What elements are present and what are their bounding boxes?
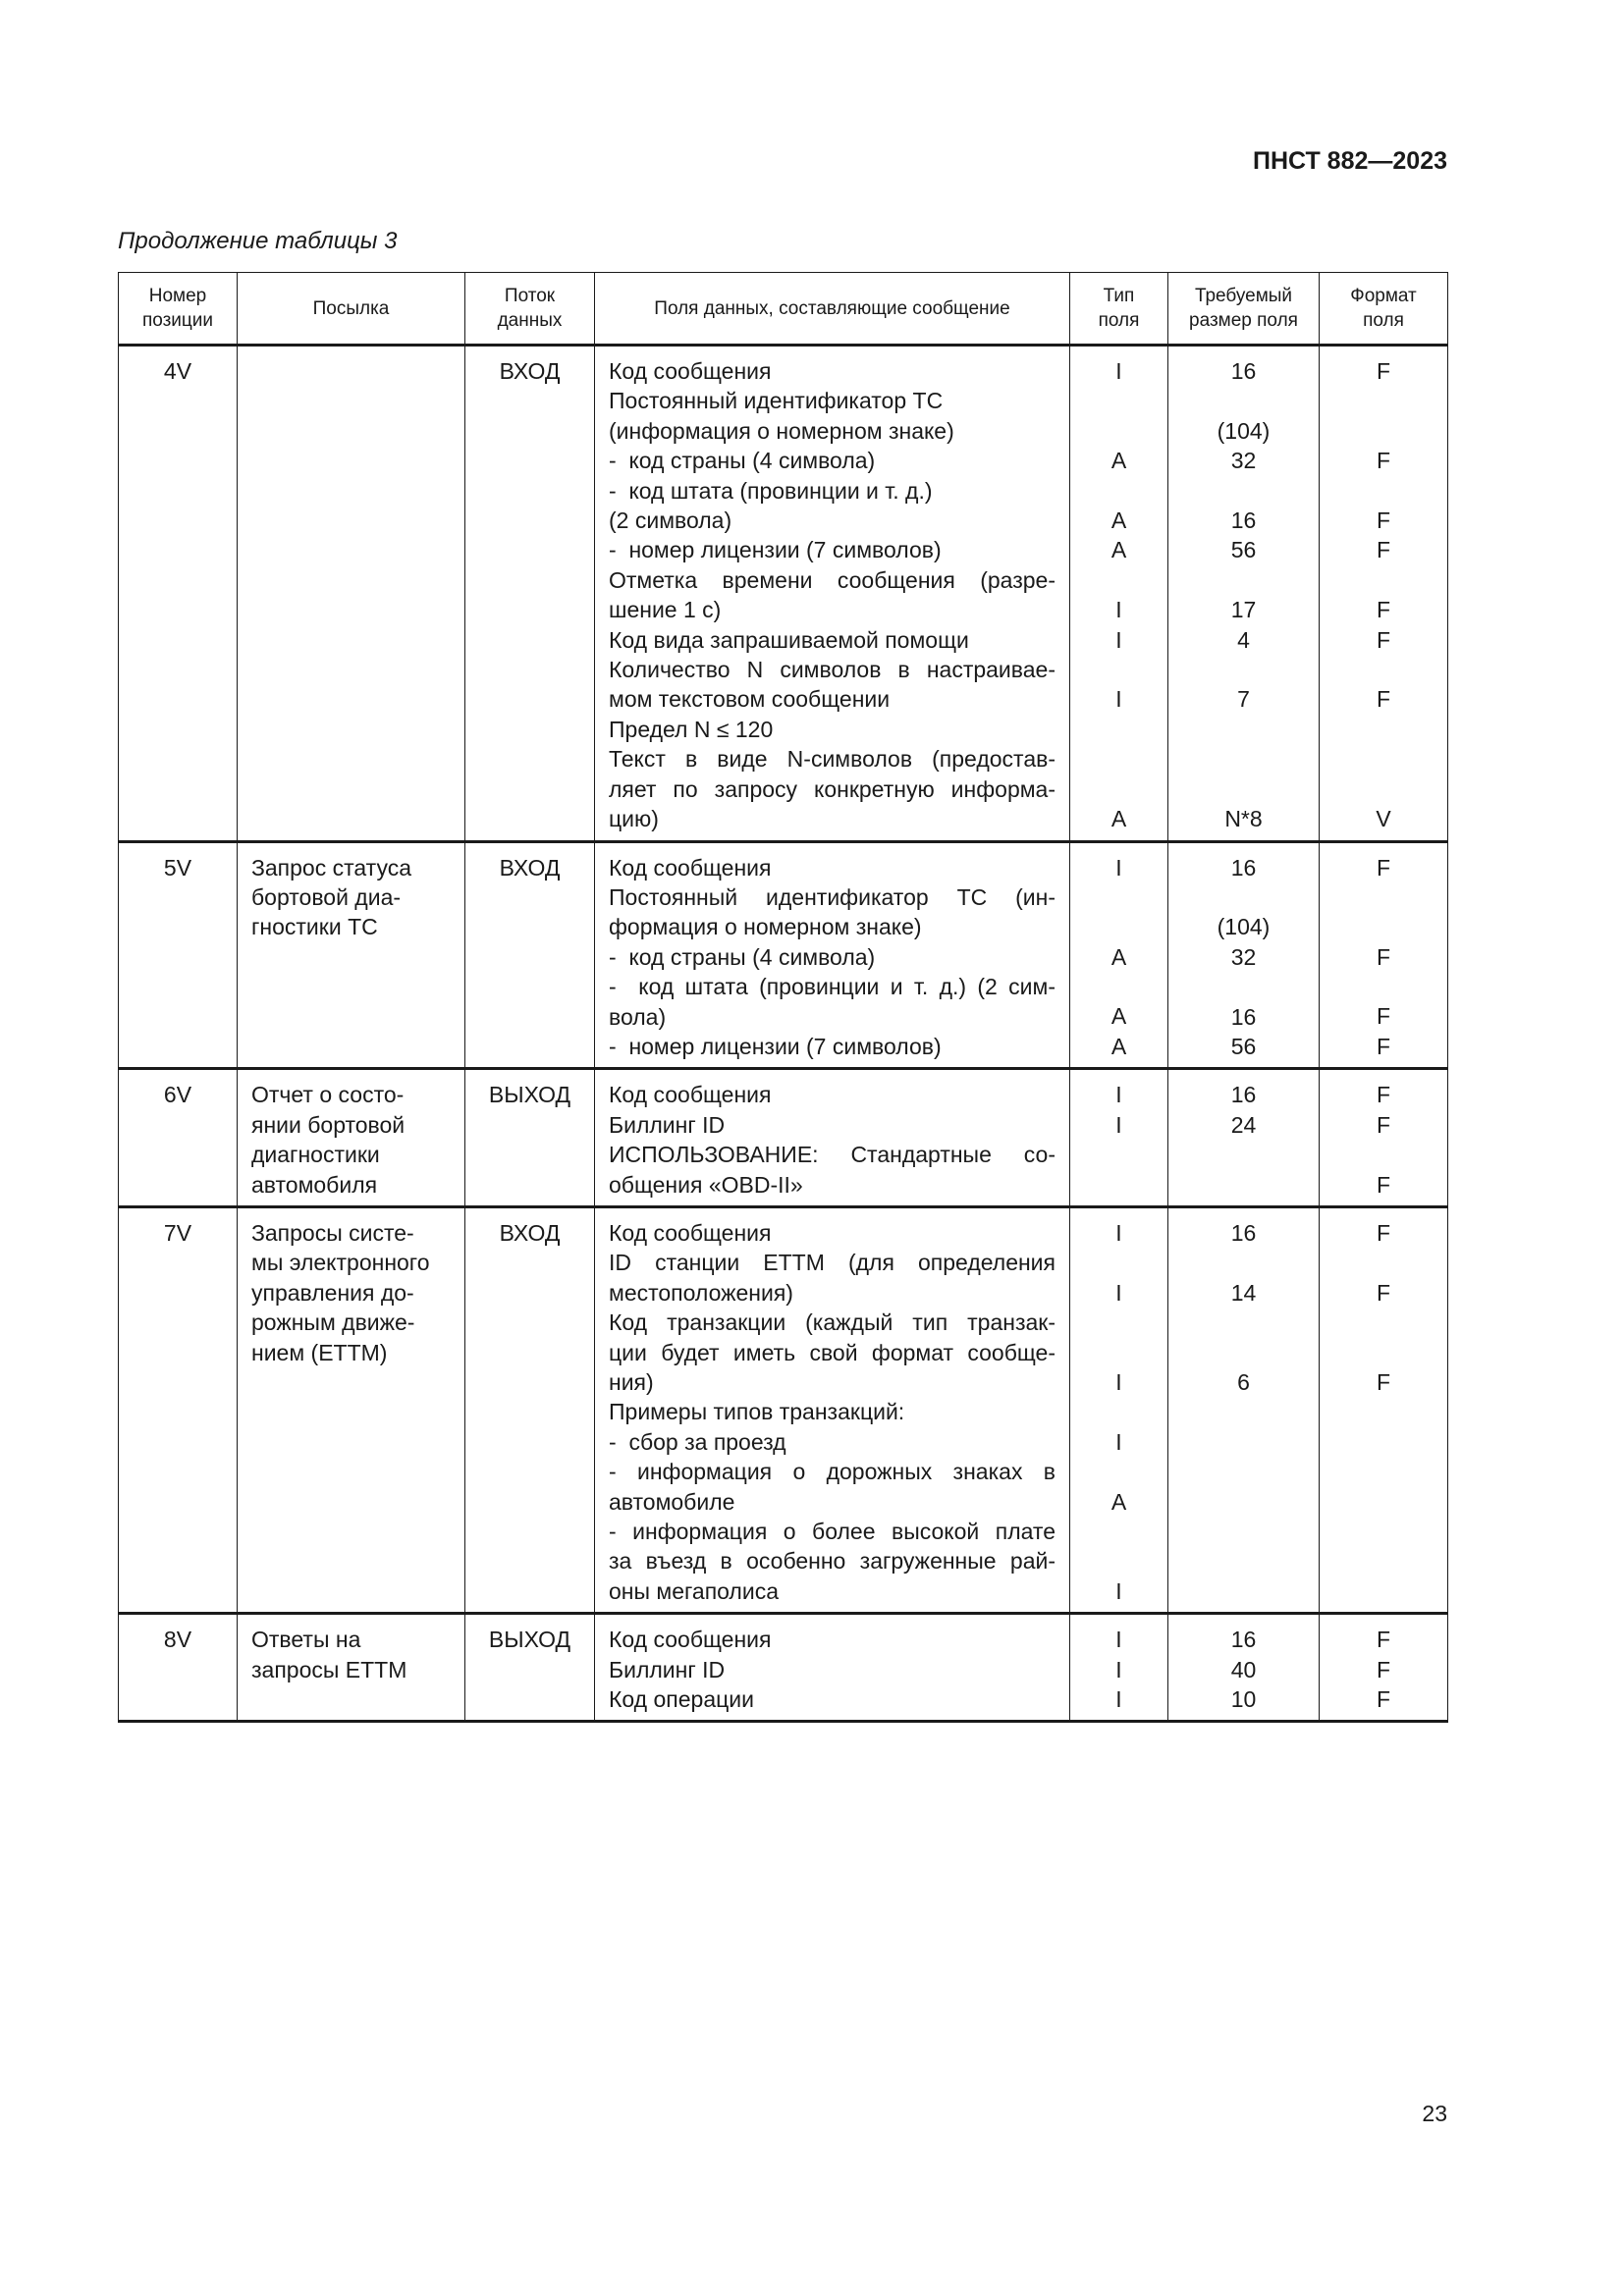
field-description: Код сообщения Постоянный идентификатор ТС (ин- формация о номерном знаке) - код страны (4 символа) - код штата (провинции и т. д.) (2 сим- вола) - номер лицензии (7 символов) [595,841,1070,1069]
position-number: 8V [119,1614,238,1722]
field-description: Код сообщения Постоянный идентификатор ТС (информация о номерном знаке) - код страны (4 символа) - код штата (провинции и т. д.) (2 символа) - номер лицензии (7 символов) Отметка времени сообщения (разре- шение 1 с) Код вида запрашиваемой помощи Количество N символов в настраивае- мом текстовом сообщении Предел N ≤ 120 Текст в виде N-символов (предостав- ляет по запросу конкретную информа- цию) [595,346,1070,842]
field-type: I I [1070,1069,1168,1207]
field-size: 16 (104) 32 16 56 17 4 7 N*8 [1168,346,1320,842]
position-number: 6V [119,1069,238,1207]
message-name: Запросы систе- мы электронного управления до- рожным движе- нием (ETTM) [238,1206,465,1613]
table-row [119,1069,1448,1207]
header-field-type: Тип поля [1070,273,1168,346]
position-number: 4V [119,346,238,842]
field-format: F F F F F F F V [1320,346,1448,842]
table-caption: Продолжение таблицы 3 [118,228,398,254]
table-row [119,346,1448,842]
field-size: 16 24 [1168,1069,1320,1207]
message-name: Ответы на запросы ETTM [238,1614,465,1722]
field-size: 16 (104) 32 16 56 [1168,841,1320,1069]
field-type: I A A A [1070,841,1168,1069]
field-format: F F F [1320,1206,1448,1613]
header-message: Посылка [238,273,465,346]
table-header-row [119,273,1448,346]
field-type: I I I I A I [1070,1206,1168,1613]
data-flow: ВХОД [465,346,595,842]
table-row [119,1206,1448,1613]
data-flow: ВХОД [465,1206,595,1613]
header-field-format: Формат поля [1320,273,1448,346]
table-row [119,841,1448,1069]
field-format: F F F F [1320,841,1448,1069]
header-flow: Поток данных [465,273,595,346]
position-number: 7V [119,1206,238,1613]
document-code: ПНСТ 882—2023 [1253,147,1447,175]
position-number: 5V [119,841,238,1069]
field-size: 16 40 10 [1168,1614,1320,1722]
data-flow: ВЫХОД [465,1614,595,1722]
table-row [119,1614,1448,1722]
message-name [238,346,465,842]
message-name: Запрос статуса бортовой диа- гностики ТС [238,841,465,1069]
data-flow: ВЫХОД [465,1069,595,1207]
header-fields: Поля данных, составляющие сообщение [595,273,1070,346]
header-position: Номер позиции [119,273,238,346]
field-size: 16 14 6 [1168,1206,1320,1613]
field-description: Код сообщения Биллинг ID ИСПОЛЬЗОВАНИЕ: Стандартные со- общения «OBD-II» [595,1069,1070,1207]
header-field-size: Требуемый размер поля [1168,273,1320,346]
page-number: 23 [1422,2101,1447,2126]
field-description: Код сообщения Биллинг ID Код операции [595,1614,1070,1722]
data-flow: ВХОД [465,841,595,1069]
field-format: F F F [1320,1614,1448,1722]
field-format: F F F [1320,1069,1448,1207]
field-type: I I I [1070,1614,1168,1722]
table-body [119,346,1448,1722]
data-table [118,272,1448,1723]
field-description: Код сообщения ID станции ETTM (для определения местоположения) Код транзакции (каждый тип транзак- ции будет иметь свой формат сообще- ния) Примеры типов транзакций: - сбор за проезд - информация о дорожных знаках в автомобиле - информация о более высокой плате за въезд в особенно загруженные рай- оны мегаполиса [595,1206,1070,1613]
field-type: I A A A I I I A [1070,346,1168,842]
message-name: Отчет о состо- янии бортовой диагностики автомобиля [238,1069,465,1207]
